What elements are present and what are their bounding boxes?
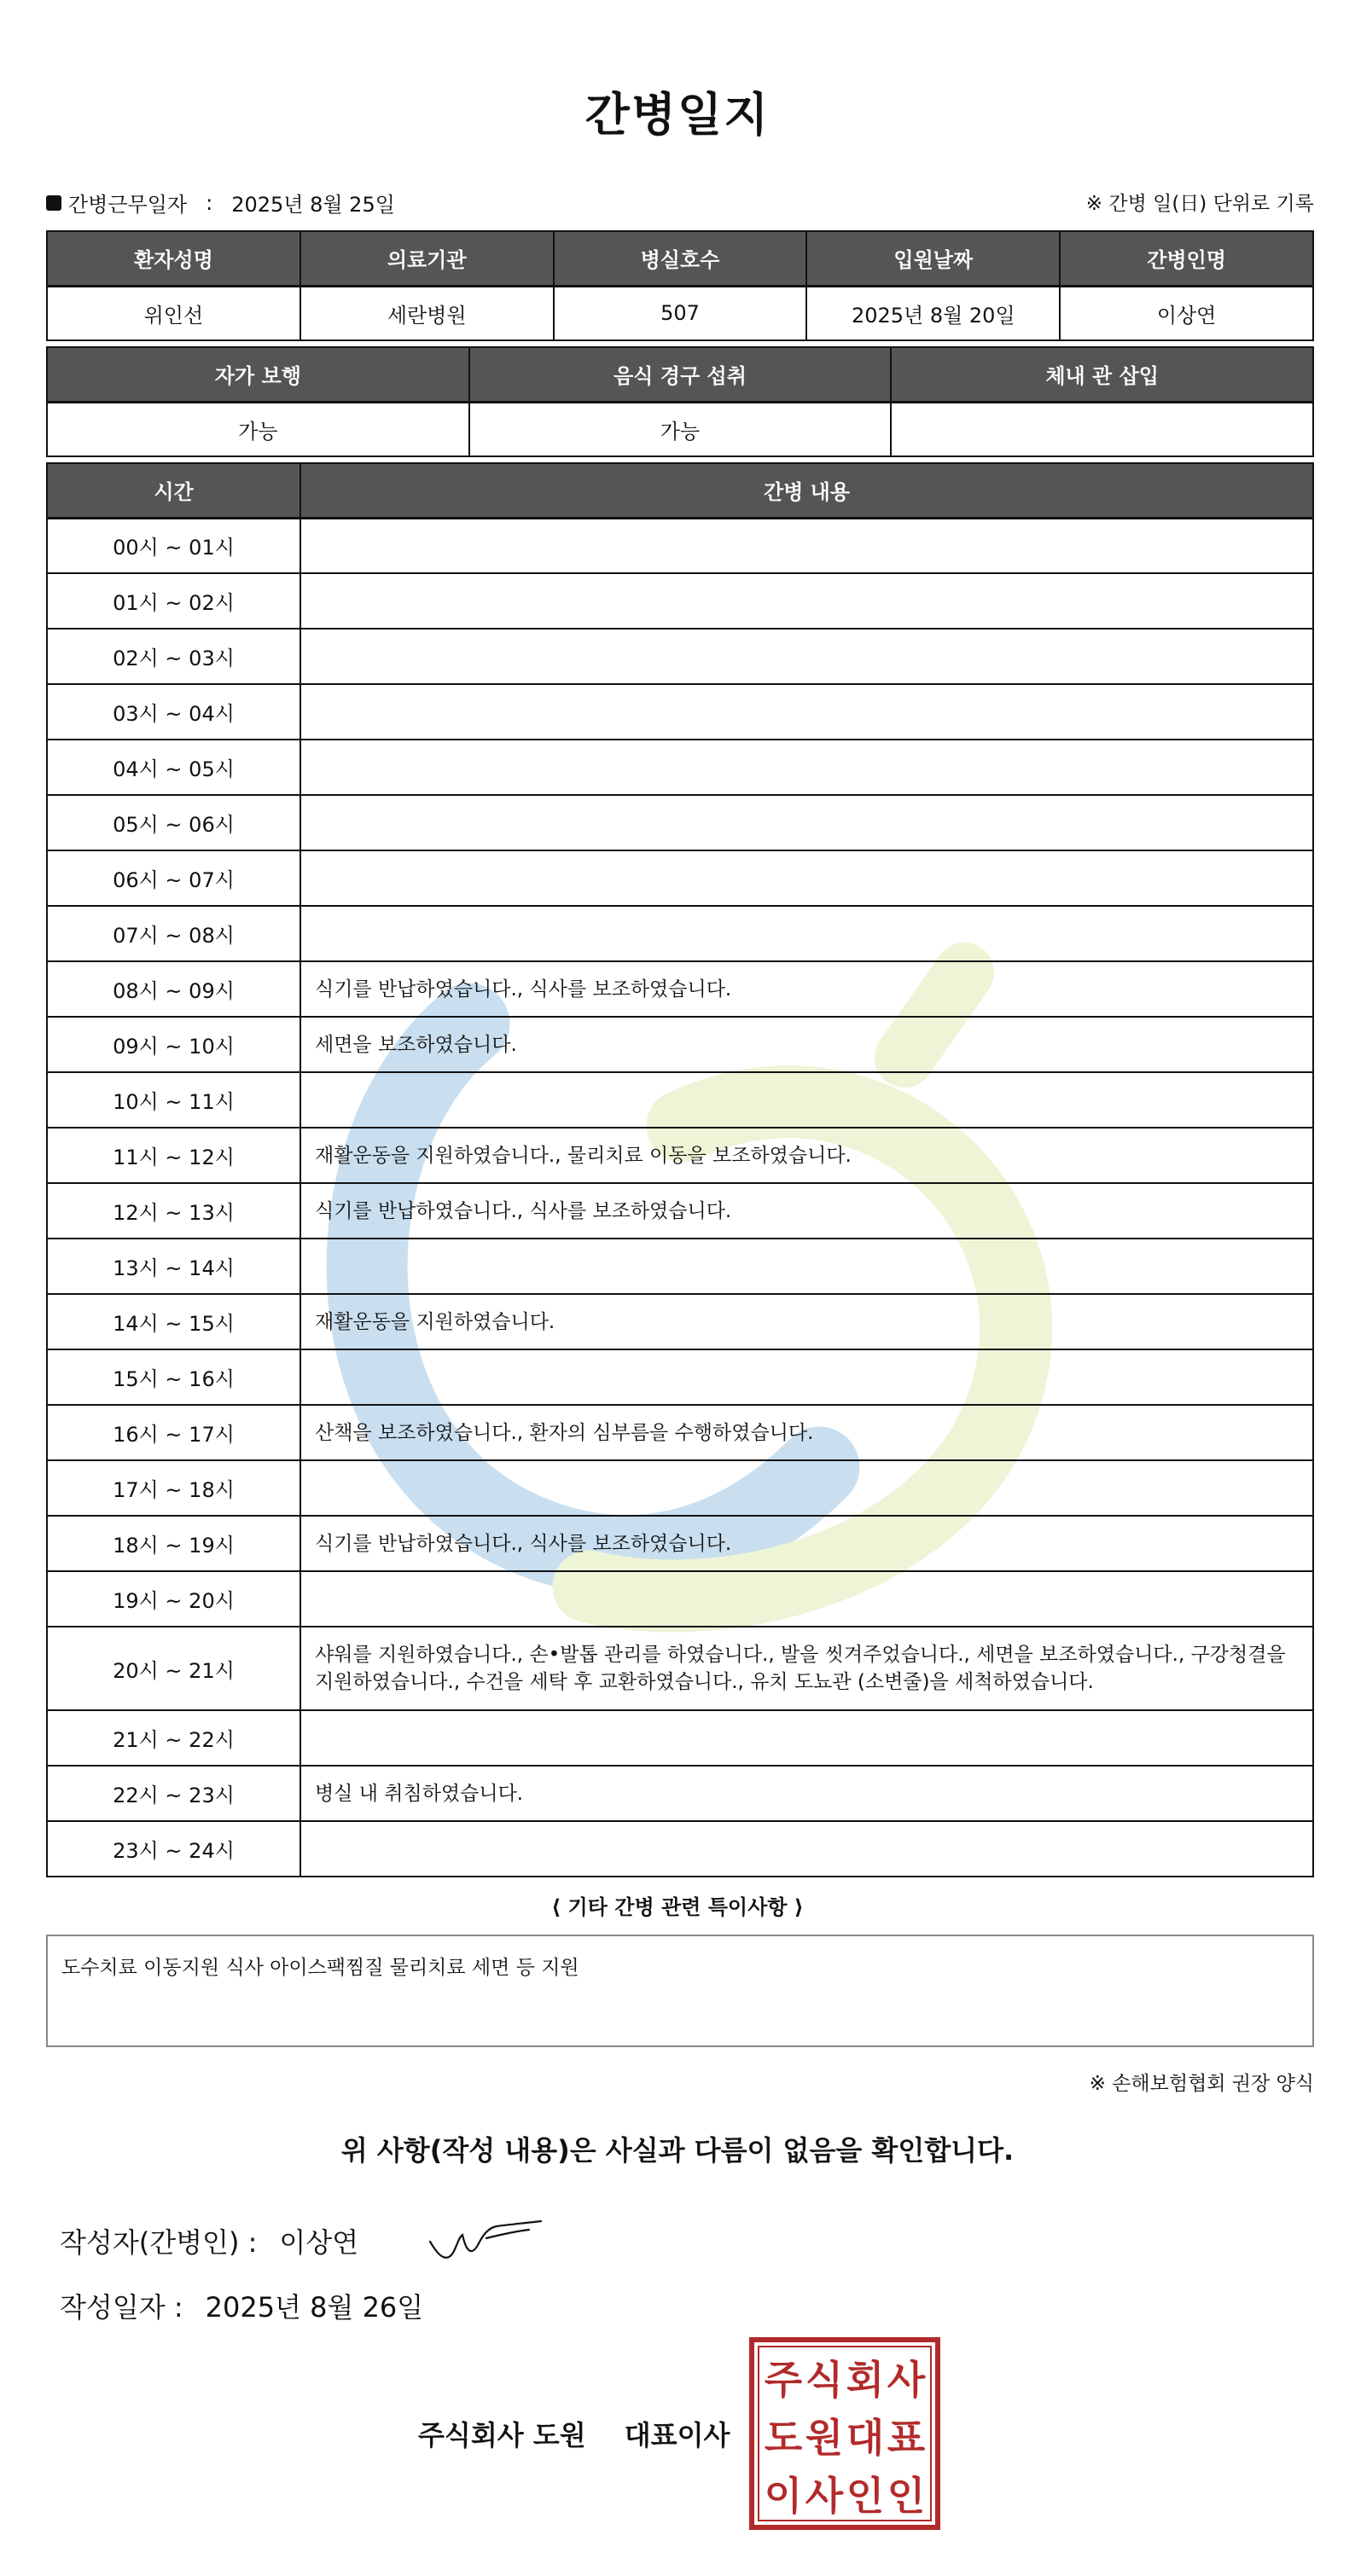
meta-row [46, 188, 1314, 218]
svg-text:사: 사 [805, 2473, 844, 2519]
remarks-text: 도수치료 이동지원 식사 아이스팩찜질 물리치료 세면 등 지원 [61, 1957, 579, 1979]
care-content [300, 684, 1313, 740]
room-number: 507 [554, 286, 807, 340]
svg-text:원: 원 [805, 2415, 844, 2461]
page-title: 간병일지 [584, 88, 771, 142]
table-row [47, 961, 1313, 1017]
info-header: 입원날짜 [806, 231, 1060, 286]
care-content [300, 850, 1313, 906]
info-header: 의료기관 [300, 231, 554, 286]
table-row [47, 1239, 1313, 1294]
time-slot: 06시 ~ 07시 [47, 850, 300, 906]
time-slot: 07시 ~ 08시 [47, 906, 300, 961]
care-log-table [46, 462, 1314, 1877]
caregiver-name: 이상연 [1060, 286, 1313, 340]
svg-text:주: 주 [764, 2357, 803, 2403]
care-content: 병실 내 취침하였습니다. [300, 1766, 1313, 1821]
written-date-value: 2025년 8월 26일 [205, 2291, 424, 2324]
time-slot: 17시 ~ 18시 [47, 1460, 300, 1516]
time-slot: 21시 ~ 22시 [47, 1710, 300, 1766]
patient-name: 위인선 [47, 286, 300, 340]
care-content: 재활운동을 지원하였습니다. [300, 1294, 1313, 1349]
company-name: 주식회사 도원 [418, 2419, 586, 2451]
table-row [47, 740, 1313, 795]
status-header: 음식 경구 섭취 [469, 347, 892, 402]
svg-text:대: 대 [846, 2415, 885, 2461]
table-row [47, 1821, 1313, 1877]
table-row [47, 795, 1313, 850]
oral-intake-value: 가능 [469, 402, 892, 456]
table-row [47, 1710, 1313, 1766]
source-note: ※ 손해보험협회 권장 양식 [1089, 2073, 1314, 2095]
info-header: 환자성명 [47, 231, 300, 286]
table-row [47, 1294, 1313, 1349]
svg-text:이: 이 [764, 2473, 803, 2519]
table-row [47, 1766, 1313, 1821]
writer-row [60, 2221, 358, 2260]
care-content: 식기를 반납하였습니다., 식사를 보조하였습니다. [300, 1516, 1313, 1571]
time-slot: 10시 ~ 11시 [47, 1072, 300, 1128]
time-slot: 16시 ~ 17시 [47, 1405, 300, 1460]
confirmation-statement: 위 사항(작성 내용)은 사실과 다름이 없음을 확인합니다. [340, 2134, 1015, 2167]
table-row [47, 518, 1313, 573]
svg-text:사: 사 [887, 2357, 926, 2403]
time-slot: 20시 ~ 21시 [47, 1627, 300, 1710]
table-row [47, 573, 1313, 629]
table-row [47, 684, 1313, 740]
care-content [300, 1460, 1313, 1516]
table-row [47, 1072, 1313, 1128]
care-content [300, 629, 1313, 684]
writer-label: 작성자(간병인) : [60, 2226, 258, 2259]
care-content [300, 1239, 1313, 1294]
care-content [300, 1821, 1313, 1877]
info-header: 병실호수 [554, 231, 807, 286]
time-slot: 18시 ~ 19시 [47, 1516, 300, 1571]
info-header: 간병인명 [1060, 231, 1313, 286]
status-header: 자가 보행 [47, 347, 469, 402]
hospital-name: 세란병원 [300, 286, 554, 340]
care-content [300, 795, 1313, 850]
table-row [47, 850, 1313, 906]
representative-title: 대표이사 [624, 2419, 730, 2451]
patient-status-table [46, 346, 1314, 457]
admission-date: 2025년 8월 20일 [806, 286, 1060, 340]
care-content [300, 573, 1313, 629]
time-slot: 15시 ~ 16시 [47, 1349, 300, 1405]
table-row [47, 1516, 1313, 1571]
table-row [47, 1349, 1313, 1405]
unit-note: ※ 간병 일(日) 단위로 기록 [1085, 193, 1314, 215]
log-header-content: 간병 내용 [300, 463, 1313, 518]
time-slot: 00시 ~ 01시 [47, 518, 300, 573]
work-date-group [46, 188, 395, 218]
care-content: 산책을 보조하였습니다., 환자의 심부름을 수행하였습니다. [300, 1405, 1313, 1460]
time-slot: 11시 ~ 12시 [47, 1128, 300, 1183]
time-slot: 04시 ~ 05시 [47, 740, 300, 795]
table-row [47, 1460, 1313, 1516]
svg-text:인: 인 [887, 2473, 926, 2519]
company-row [418, 2414, 730, 2453]
table-row [47, 1571, 1313, 1627]
remarks-box [46, 1935, 1314, 2047]
log-header-time: 시간 [47, 463, 300, 518]
time-slot: 19시 ~ 20시 [47, 1571, 300, 1627]
table-row [47, 1017, 1313, 1072]
care-content: 재활운동을 지원하였습니다., 물리치료 이동을 보조하였습니다. [300, 1128, 1313, 1183]
svg-text:인: 인 [846, 2473, 885, 2519]
time-slot: 03시 ~ 04시 [47, 684, 300, 740]
square-bullet-icon [46, 195, 61, 211]
time-slot: 05시 ~ 06시 [47, 795, 300, 850]
svg-text:표: 표 [887, 2415, 926, 2461]
svg-text:회: 회 [846, 2357, 885, 2403]
time-slot: 14시 ~ 15시 [47, 1294, 300, 1349]
care-content [300, 518, 1313, 573]
table-row [47, 1627, 1313, 1710]
work-date-label: 간병근무일자 [68, 193, 188, 217]
care-content [300, 1072, 1313, 1128]
care-content [300, 740, 1313, 795]
patient-info-table [46, 230, 1314, 341]
care-content [300, 1710, 1313, 1766]
time-slot: 01시 ~ 02시 [47, 573, 300, 629]
work-date-value: 2025년 8월 25일 [231, 193, 395, 217]
time-slot: 13시 ~ 14시 [47, 1239, 300, 1294]
care-content [300, 1349, 1313, 1405]
table-row [47, 1183, 1313, 1239]
time-slot: 22시 ~ 23시 [47, 1766, 300, 1821]
care-content: 식기를 반납하였습니다., 식사를 보조하였습니다. [300, 961, 1313, 1017]
care-content [300, 906, 1313, 961]
care-content: 샤워를 지원하였습니다., 손•발톱 관리를 하였습니다., 발을 씻겨주었습니다., 세면을 보조하였습니다., 구강청결을 지원하였습니다., 수건을 세탁 후 교환하였습니다., 유치 도뇨관 (소변줄)을 세척하였습니다. [300, 1627, 1313, 1710]
status-header: 체내 관 삽입 [891, 347, 1313, 402]
time-slot: 08시 ~ 09시 [47, 961, 300, 1017]
time-slot: 02시 ~ 03시 [47, 629, 300, 684]
table-row [47, 906, 1313, 961]
written-date-row [60, 2286, 423, 2325]
work-date-colon: : [206, 190, 213, 215]
remarks-title: ⟨ 기타 간병 관련 특이사항 ⟩ [551, 1895, 804, 1919]
care-content: 세면을 보조하였습니다. [300, 1017, 1313, 1072]
table-row [47, 629, 1313, 684]
svg-text:식: 식 [805, 2357, 844, 2403]
written-date-label: 작성일자 : [60, 2291, 183, 2324]
company-seal-icon [749, 2337, 940, 2530]
writer-name: 이상연 [279, 2226, 359, 2259]
signature-icon [427, 2216, 546, 2264]
self-walking-value: 가능 [47, 402, 469, 456]
care-content [300, 1571, 1313, 1627]
table-row [47, 1405, 1313, 1460]
time-slot: 23시 ~ 24시 [47, 1821, 300, 1877]
time-slot: 09시 ~ 10시 [47, 1017, 300, 1072]
time-slot: 12시 ~ 13시 [47, 1183, 300, 1239]
svg-text:도: 도 [764, 2415, 803, 2461]
tube-insertion-value [891, 402, 1313, 456]
care-content: 식기를 반납하였습니다., 식사를 보조하였습니다. [300, 1183, 1313, 1239]
table-row [47, 1128, 1313, 1183]
